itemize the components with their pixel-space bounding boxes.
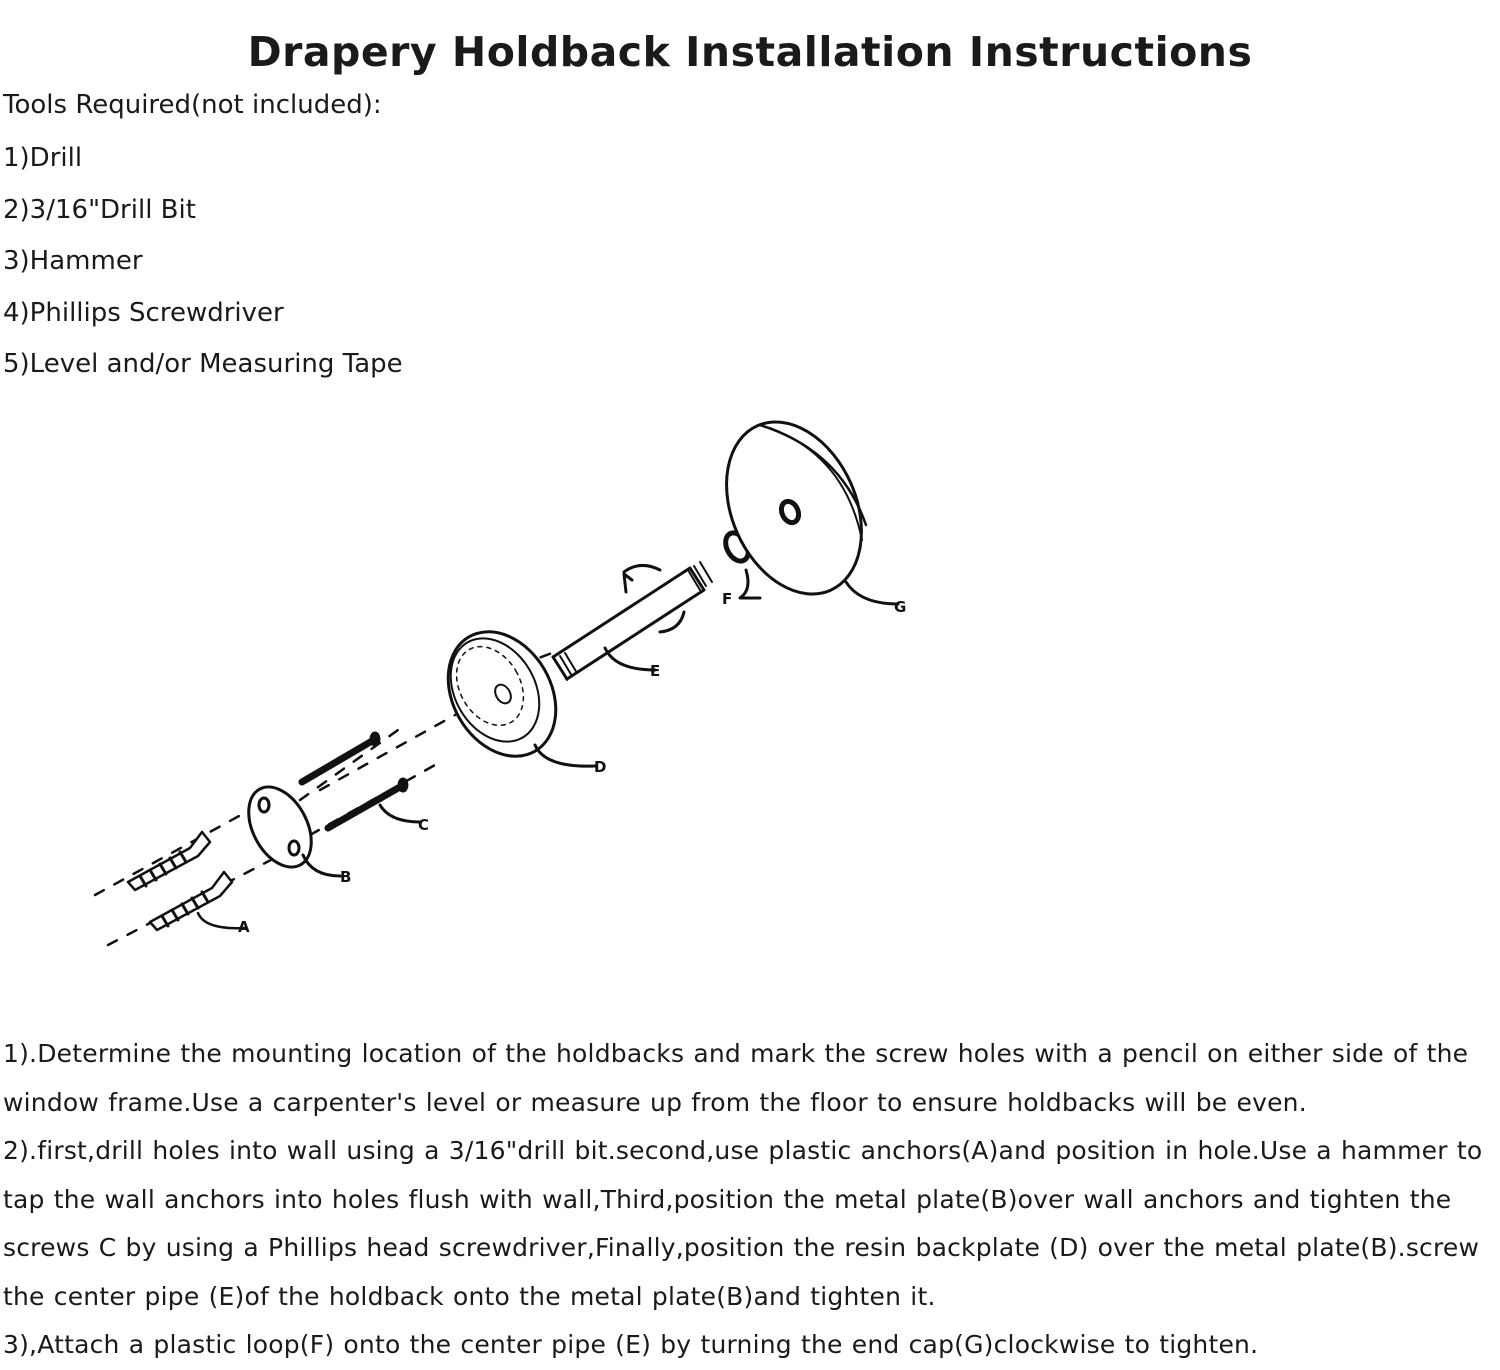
instruction-step: 1).Determine the mounting location of the holdbacks and mark the screw holes with a pencil on either side of the window frame.Use a carpenter's level or measure up from the floor to ensure holdbacks will be even. [3, 1039, 1469, 1117]
label-b: B [340, 868, 352, 886]
resin-backplate-d [427, 612, 595, 775]
tool-item: 2)3/16"Drill Bit [3, 194, 196, 225]
instruction-step: 3),Attach a plastic loop(F) onto the center pipe (E) by turning the end cap(G)clockwise to tighten. [3, 1330, 1259, 1359]
label-a: A [238, 918, 250, 936]
screws-c [302, 733, 420, 828]
tool-item: 1)Drill [3, 143, 83, 173]
label-f: F [722, 590, 733, 608]
tools-heading: Tools Required(not included): [3, 90, 382, 120]
label-g: G [894, 598, 907, 616]
exploded-assembly-diagram [80, 410, 930, 970]
tool-item: 3)Hammer [3, 246, 143, 276]
center-pipe-e [553, 562, 712, 680]
wall-anchor-a [128, 832, 245, 930]
metal-plate-b [236, 776, 340, 877]
tool-item: 4)Phillips Screwdriver [3, 297, 284, 328]
tools-list [3, 143, 403, 401]
end-cap-g [701, 410, 898, 615]
label-c: C [418, 816, 430, 834]
instruction-step: 2).first,drill holes into wall using a 3/16"drill bit.second,use plastic anchors(A)and position in hole.Use a hammer to tap the wall anchors into holes flush with wall,Third,position the metal plate(B)over wall anchors and tighten the screws C by using a Phillips head screwdriver,Finally,position the resin backplate (D) over the metal plate(B).screw the center pipe (E)of the holdback onto the metal plate(B)and tighten it. [3, 1136, 1483, 1311]
page-title: Drapery Holdback Installation Instructions [247, 28, 1253, 76]
tool-item: 5)Level and/or Measuring Tape [3, 349, 403, 379]
instruction-steps [3, 1030, 1497, 1370]
label-d: D [594, 758, 607, 776]
label-e: E [650, 662, 661, 680]
